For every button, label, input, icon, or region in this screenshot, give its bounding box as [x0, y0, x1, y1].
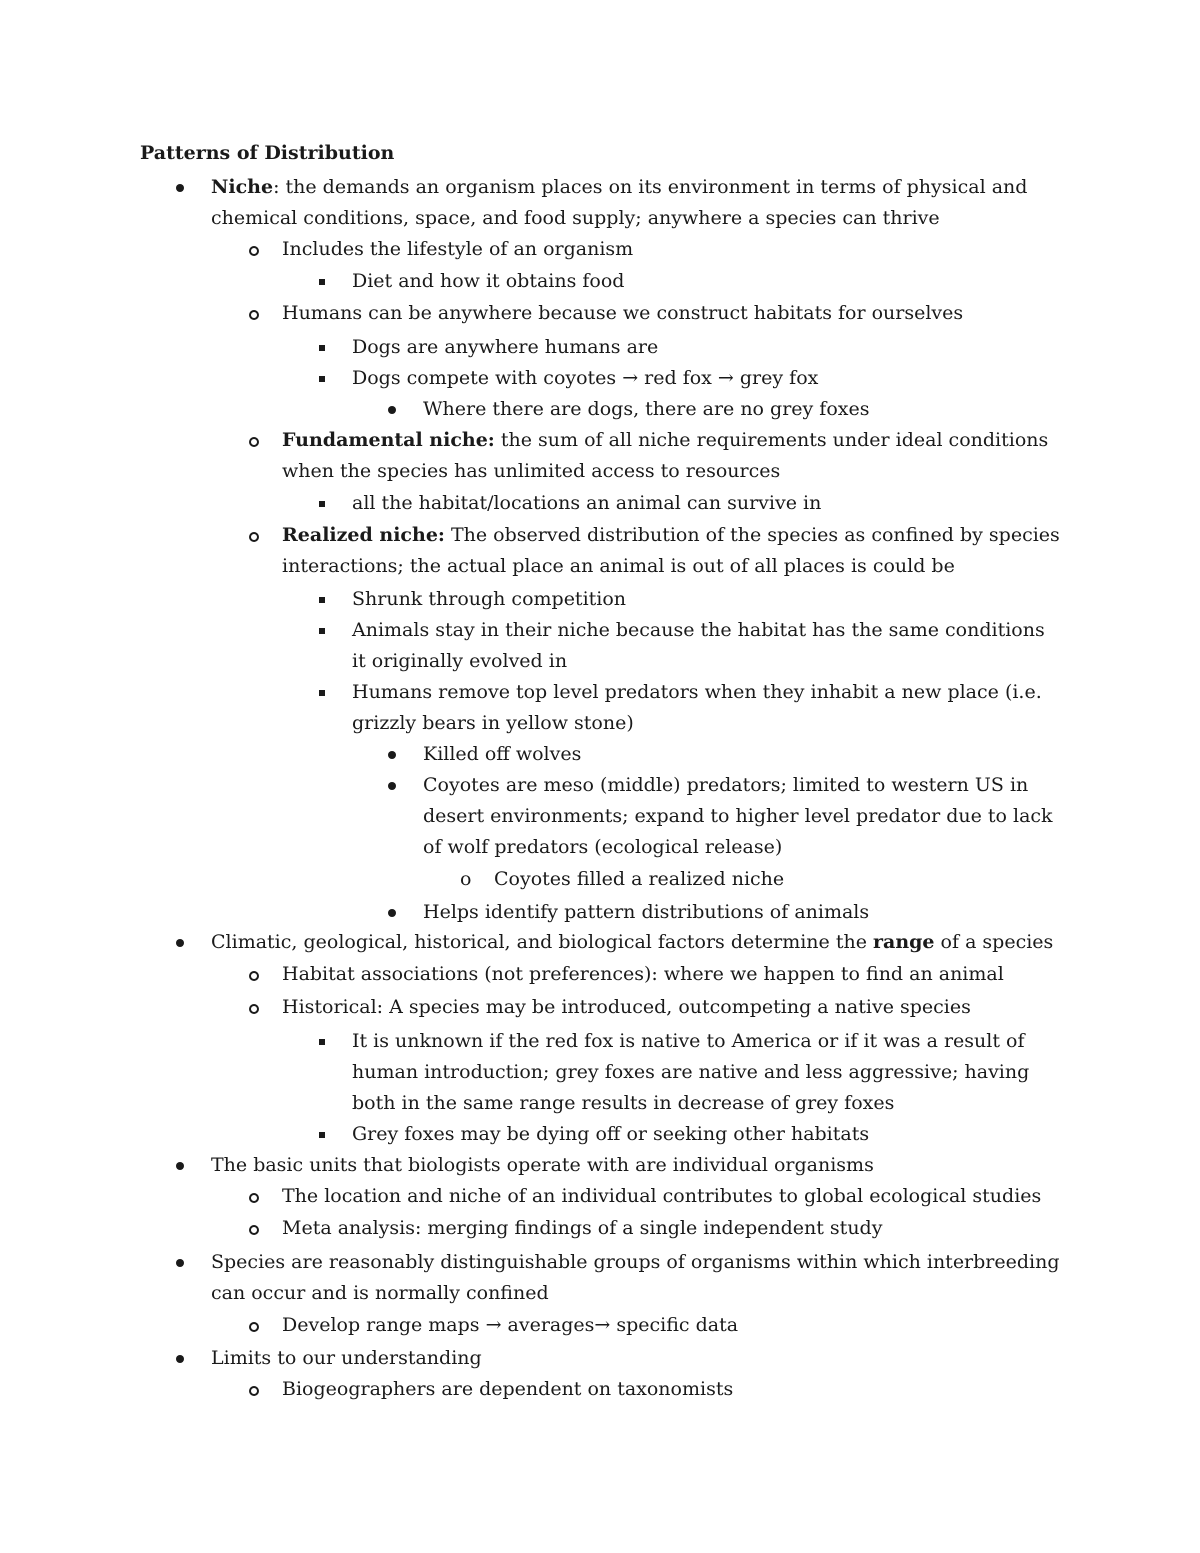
ring-bullet	[249, 1193, 259, 1203]
text-run: Shrunk through competition	[352, 588, 627, 610]
text-run: The basic units that biologists operate with are individual organisms	[211, 1154, 874, 1176]
disc-bullet	[176, 1355, 184, 1363]
text-run: Dogs compete with coyotes → red fox → grey fox	[352, 367, 819, 389]
list-item	[282, 425, 1062, 487]
list-item-text	[494, 868, 784, 890]
list-item	[352, 488, 1062, 519]
ring-bullet	[249, 1225, 259, 1235]
text-run: Humans can be anywhere because we construct habitats for ourselves	[282, 302, 964, 324]
ring-bullet	[249, 532, 259, 542]
list-item	[282, 1310, 1062, 1341]
text-run: Killed off wolves	[423, 743, 582, 765]
list-item-text	[423, 901, 869, 923]
list-item-text	[282, 996, 971, 1018]
ring-bullet	[249, 1322, 259, 1332]
list-item-text	[211, 1251, 1060, 1304]
list-item-text	[282, 1378, 733, 1400]
bold-term: Realized niche:	[282, 524, 445, 546]
list-item-text	[352, 1123, 869, 1145]
list-item	[352, 266, 1062, 297]
text-run: Helps identify pattern distributions of animals	[423, 901, 870, 923]
text-run: It is unknown if the red fox is native to America or if it was a result of human introduction; grey foxes are native and less aggressive; having both in the same range results in decrease of grey foxes	[352, 1030, 1030, 1115]
list-item	[211, 1150, 1061, 1181]
text-run: Humans remove top level predators when they inhabit a new place (i.e. grizzly bears in yellow stone)	[352, 681, 1042, 735]
disc-bullet	[176, 939, 184, 947]
text-run: Develop range maps → averages→ specific data	[282, 1314, 739, 1336]
page-title: Patterns of Distribution	[140, 142, 395, 164]
list-item	[352, 677, 1062, 739]
list-item-text	[282, 429, 1048, 482]
list-item-text	[352, 270, 624, 292]
list-item	[423, 897, 1063, 928]
list-item-text	[282, 238, 633, 260]
list-item-text	[352, 367, 818, 389]
text-run: Historical: A species may be introduced, outcompeting a native species	[282, 996, 971, 1018]
list-item-text	[211, 931, 1053, 953]
list-item-text	[211, 1347, 482, 1369]
text-run: Where there are dogs, there are no grey foxes	[423, 398, 870, 420]
text-run: Coyotes filled a realized niche	[494, 868, 785, 890]
square-bullet	[319, 597, 325, 603]
ring-bullet	[249, 1386, 259, 1396]
text-run: Meta analysis: merging findings of a single independent study	[282, 1217, 883, 1239]
list-item	[460, 864, 1064, 895]
text-run: the sum of all niche requirements under ideal conditions when the species has unlimited access to resources	[282, 429, 1049, 483]
text-run: all the habitat/locations an animal can survive in	[352, 492, 822, 514]
bold-term: range	[873, 931, 935, 953]
list-item	[211, 927, 1061, 958]
text-run: Animals stay in their niche because the habitat has the same conditions it originally evolved in	[352, 619, 1045, 673]
list-item	[423, 739, 1063, 770]
list-item	[352, 1119, 1062, 1150]
list-item-text	[423, 398, 869, 420]
list-item-text	[423, 774, 1053, 858]
list-item-text	[423, 743, 581, 765]
text-run: The observed distribution of the species as confined by species interactions; the actual place an animal is out of all places is could be	[282, 524, 1060, 578]
list-item	[352, 615, 1062, 677]
list-item-text	[352, 1030, 1029, 1114]
list-item	[282, 959, 1062, 990]
list-item-text	[282, 1217, 882, 1239]
disc-bullet	[388, 406, 396, 414]
square-bullet	[319, 690, 325, 696]
square-bullet	[319, 279, 325, 285]
list-item	[282, 298, 1062, 329]
text-run: Coyotes are meso (middle) predators; limited to western US in desert environments; expand to higher level predator due to lack of wolf predators (ecological release)	[423, 774, 1053, 859]
square-bullet	[319, 501, 325, 507]
list-item-text	[282, 1314, 738, 1336]
list-item	[352, 332, 1062, 363]
list-item	[282, 520, 1062, 582]
list-item	[211, 1343, 1061, 1374]
list-item	[282, 1374, 1062, 1405]
bold-term: Niche	[211, 176, 274, 198]
disc-bullet	[388, 909, 396, 917]
list-item	[352, 363, 1062, 394]
disc-bullet	[176, 184, 184, 192]
text-run: : the demands an organism places on its environment in terms of physical and chemical conditions, space, and food supply; anywhere a species can thrive	[211, 176, 1028, 230]
square-bullet	[319, 1039, 325, 1045]
list-item-text	[211, 1154, 874, 1176]
list-item	[282, 1213, 1062, 1244]
text-run: Species are reasonably distinguishable groups of organisms within which interbreeding can occur and is normally confined	[211, 1251, 1060, 1305]
disc-bullet	[388, 751, 396, 759]
ring-bullet	[249, 971, 259, 981]
square-bullet	[319, 376, 325, 382]
list-item-text	[282, 524, 1060, 577]
list-item-text	[282, 1185, 1041, 1207]
list-item	[423, 770, 1063, 864]
list-item-text	[352, 588, 626, 610]
disc-bullet	[388, 782, 396, 790]
ring-bullet	[249, 310, 259, 320]
list-item	[211, 172, 1061, 234]
list-item-text	[282, 302, 963, 324]
text-run: of a species	[934, 931, 1054, 953]
ring-bullet	[249, 437, 259, 447]
list-item	[282, 992, 1062, 1023]
ring-bullet	[249, 246, 259, 256]
text-run: Diet and how it obtains food	[352, 270, 625, 292]
list-item	[211, 1247, 1061, 1309]
list-item-text	[352, 681, 1042, 734]
square-bullet	[319, 1132, 325, 1138]
list-item-text	[352, 336, 658, 358]
text-run: Grey foxes may be dying off or seeking other habitats	[352, 1123, 870, 1145]
list-item	[423, 394, 1063, 425]
text-run: Limits to our understanding	[211, 1347, 482, 1369]
list-item-text	[352, 492, 821, 514]
square-bullet	[319, 628, 325, 634]
list-item	[352, 1026, 1062, 1120]
text-run: Climatic, geological, historical, and biological factors determine the	[211, 931, 873, 953]
list-item	[282, 1181, 1062, 1212]
o-bullet: o	[460, 868, 472, 890]
bold-term: Fundamental niche:	[282, 429, 495, 451]
list-item-text	[352, 619, 1045, 672]
square-bullet	[319, 345, 325, 351]
list-item-text	[282, 963, 1004, 985]
text-run: The location and niche of an individual contributes to global ecological studies	[282, 1185, 1042, 1207]
list-item	[282, 234, 1062, 265]
text-run: Includes the lifestyle of an organism	[282, 238, 634, 260]
text-run: Dogs are anywhere humans are	[352, 336, 659, 358]
disc-bullet	[176, 1259, 184, 1267]
ring-bullet	[249, 1004, 259, 1014]
text-run: Biogeographers are dependent on taxonomists	[282, 1378, 734, 1400]
list-item-text	[211, 176, 1027, 229]
text-run: Habitat associations (not preferences): where we happen to find an animal	[282, 963, 1004, 985]
list-item	[352, 584, 1062, 615]
disc-bullet	[176, 1162, 184, 1170]
